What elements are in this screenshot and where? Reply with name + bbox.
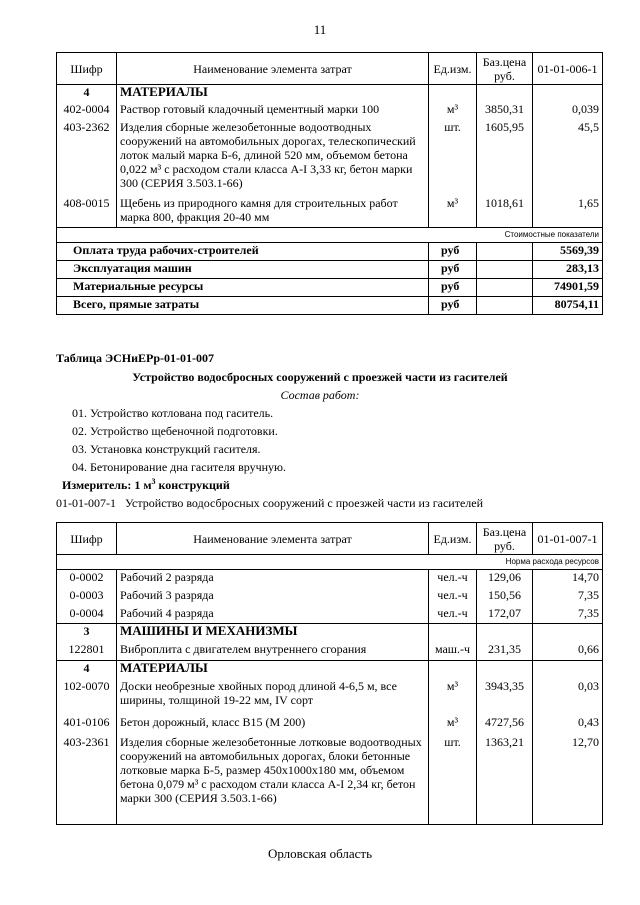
header-unit: Ед.изм.: [429, 523, 477, 555]
summary-row: Материальные ресурсы руб 74901,59: [57, 279, 603, 297]
header-cipher: Шифр: [57, 523, 117, 555]
summary-row: Всего, прямые затраты руб 80754,11: [57, 297, 603, 315]
header-price: Баз.цена руб.: [477, 53, 533, 85]
item-line: [56, 496, 616, 511]
header-code: 01-01-006-1: [533, 53, 603, 85]
resource-table-1: [56, 52, 603, 315]
work-item: 03. Установка конструкций гасителя.: [72, 442, 261, 456]
header-name: Наименование элемента затрат: [117, 53, 429, 85]
table-row: 0-0002 Рабочий 2 разряда чел.-ч 129,06 14,70: [57, 570, 603, 588]
header-price: Баз.цена руб.: [477, 523, 533, 555]
section-number: 4: [57, 661, 117, 679]
work-item: 04. Бетонирование дна гасителя вручную.: [72, 460, 287, 474]
table-title: Таблица ЭСНиЕРр-01-01-007: [56, 351, 215, 365]
footer-region: Орловская область: [267, 846, 373, 861]
section-heading: Устройство водосбросных сооружений с проезжей части из гасителей: [132, 370, 508, 384]
table-row: 408-0015 Щебень из природного камня для строительных работ марка 800, фракция 20-40 мм м³ 1018,61 1,65: [57, 196, 603, 228]
table-row: 122801 Виброплита с двигателем внутреннего сгорания маш.-ч 231,35 0,66: [57, 642, 603, 661]
section-title: МАТЕРИАЛЫ: [117, 661, 429, 679]
section-number: 3: [57, 624, 117, 642]
table-row: 402-0004 Раствор готовый кладочный цементный марки 100 м³ 3850,31 0,039: [57, 102, 603, 120]
item-name: Устройство водосбросных сооружений с проезжей части из гасителей: [125, 496, 484, 510]
page-number: 11: [313, 22, 327, 37]
resource-table-2: [56, 522, 603, 825]
header-name: Наименование элемента затрат: [117, 523, 429, 555]
measure: Измеритель: 1 $м^3$ конструкций: [62, 477, 230, 492]
works-title: Состав работ:: [280, 388, 360, 402]
summary-row: Эксплуатация машин руб 283,13: [57, 261, 603, 279]
header-code: 01-01-007-1: [533, 523, 603, 555]
section-title: МАШИНЫ И МЕХАНИЗМЫ: [117, 624, 429, 642]
table-row: 102-0070 Доски необрезные хвойных пород длиной 4-6,5 м, все ширины, толщиной 19-22 мм, IV сорт м³ 3943,35 0,03: [57, 679, 603, 715]
table-row: 403-2362 Изделия сборные железобетонные водоотводных сооружений на автомобильных дорогах, телескопический лоток малый марка Б-6, длиной 520 мм, объемом бетона 0,022 м³ с расходом стали класса А-I 3,33 кг, бетон марки 300 (СЕРИЯ 3.503.1-66) шт. 1605,95 45,5: [57, 120, 603, 196]
header-unit: Ед.изм.: [429, 53, 477, 85]
summary-row: Оплата труда рабочих-строителей руб 5569,39: [57, 243, 603, 261]
item-code: 01-01-007-1: [56, 496, 116, 510]
section-title: МАТЕРИАЛЫ: [117, 85, 429, 102]
table-row: 0-0003 Рабочий 3 разряда чел.-ч 150,56 7,35: [57, 588, 603, 606]
work-item: 01. Устройство котлована под гаситель.: [72, 406, 274, 420]
section-number: 4: [57, 85, 117, 102]
table-row: 0-0004 Рабочий 4 разряда чел.-ч 172,07 7,35: [57, 606, 603, 624]
table-row: 403-2361 Изделия сборные железобетонные лотковые водоотводных сооружений на автомобильных дорогах, блоки бетонные лотковые марка Б-5, размер 450х1000х180 мм, объемом бетона 0,079 м³ с расходом стали класса А-I 2,34 кг, бетон марки 300 (СЕРИЯ 3.503.1-66) шт. 1363,21 12,70: [57, 735, 603, 825]
norm-label: Норма расхода ресурсов: [57, 555, 603, 570]
header-cipher: Шифр: [57, 53, 117, 85]
cost-indicators-label: Стоимостные показатели: [57, 228, 603, 243]
work-item: 02. Устройство щебеночной подготовки.: [72, 424, 278, 438]
table-row: 401-0106 Бетон дорожный, класс В15 (М 200) м³ 4727,56 0,43: [57, 715, 603, 735]
